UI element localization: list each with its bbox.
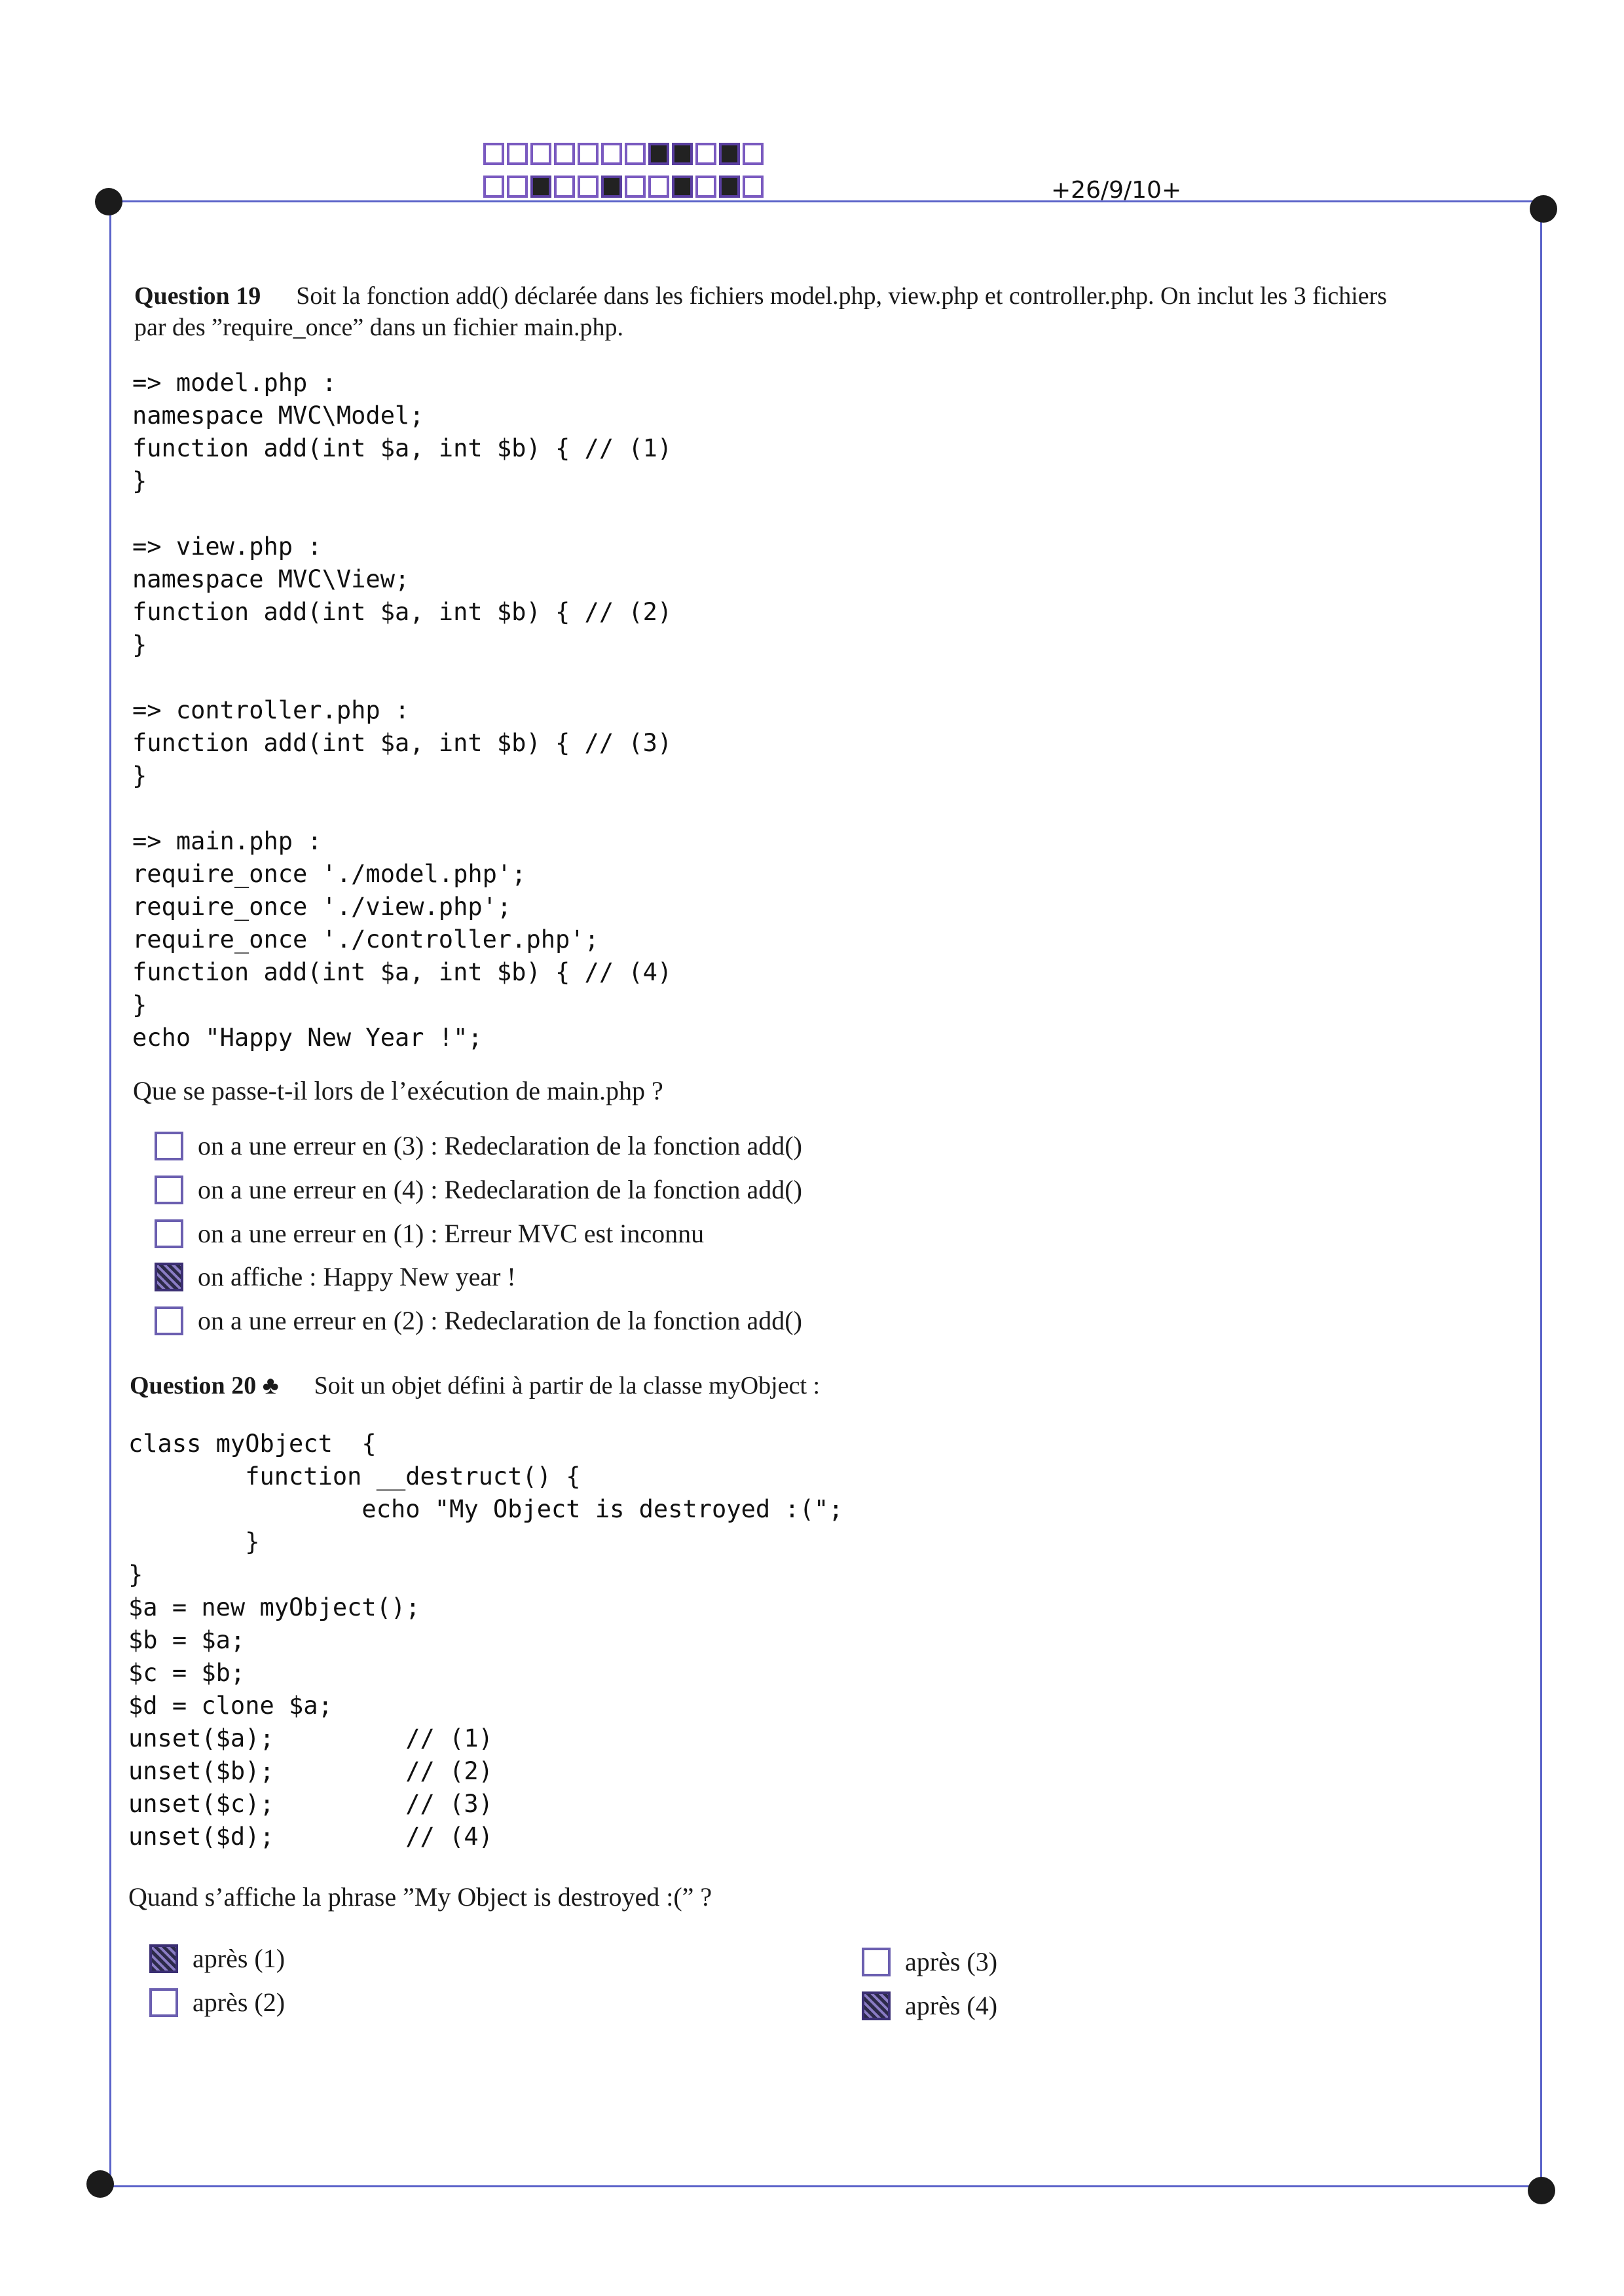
barcode-cell [695,176,716,198]
question-19-choice-2[interactable] [155,1174,802,1205]
choice-label: on a une erreur en (2) : Redeclaration de la fonction add() [198,1306,802,1335]
checkbox[interactable] [862,1991,891,2020]
question-20-code: class myObject { function __destruct() { echo "My Object is destroyed :("; } } $a = new myObject(); $b = $a; $c = $b; $d = clone $a; unset($a); // (1) unset($b); // (2) unset($c); // (3) unset($d); // (4) [128,1430,843,1851]
question-20-number: Question 20 ♣ [130,1372,279,1399]
barcode-cell [672,143,693,165]
barcode-cell [483,143,504,165]
barcode-cell [648,176,669,198]
barcode-cell [625,176,646,198]
barcode-cell [719,143,740,165]
question-20-choice-2[interactable] [149,1987,285,2018]
question-19-prompt: Que se passe-t-il lors de l’exécution de main.php ? [133,1076,663,1105]
checkbox[interactable] [149,1988,178,2017]
barcode-cell [530,176,551,198]
choice-label: après (1) [193,1944,286,1973]
choice-label: après (3) [905,1947,998,1976]
checkbox[interactable] [155,1263,183,1291]
question-20-text: Soit un objet défini à partir de la classe myObject : [314,1372,821,1399]
frame-top-line [111,200,1539,202]
question-19-header [134,280,1542,343]
barcode-cell [719,176,740,198]
question-20-choice-1[interactable] [149,1943,285,1974]
corner-mark-top-left [95,188,122,215]
barcode-cell [743,176,764,198]
question-20-choice-4[interactable] [862,1990,997,2021]
barcode-cell [578,176,599,198]
question-19-choice-4[interactable] [155,1261,516,1292]
question-19-text-line-1: Soit la fonction add() déclarée dans les fichiers model.php, view.php et controller.php. On inclut les 3 fichiers [296,282,1388,310]
barcode-cell [743,143,764,165]
question-19-choice-3[interactable] [155,1218,704,1249]
barcode-cell [554,143,575,165]
corner-mark-top-right [1530,195,1557,223]
corner-mark-bottom-right [1528,2177,1555,2204]
barcode-cell [530,143,551,165]
question-19-code: => model.php : namespace MVC\Model; function add(int $a, int $b) { // (1) } => view.php : namespace MVC\View; function add(int $a, int $b) { // (2) } => controller.php : function add(int $a, int $b) { // (3) } => main.php : require_once './model.php'; require_once './view.php'; require_once './controller.php'; function add(int $a, int $b) { // (4) } echo "Happy New Year !"; [132,369,673,1052]
barcode-cell [507,176,528,198]
checkbox[interactable] [862,1948,891,1976]
choice-label: on a une erreur en (3) : Redeclaration de la fonction add() [198,1131,802,1160]
frame-right-line [1540,200,1542,2187]
checkbox[interactable] [155,1219,183,1248]
corner-mark-bottom-left [86,2170,114,2198]
barcode-cell [507,143,528,165]
question-20-prompt: Quand s’affiche la phrase ”My Object is destroyed :(” ? [128,1882,712,1912]
frame-bottom-line [101,2185,1542,2187]
barcode-row-2 [483,176,764,198]
barcode-cell [578,143,599,165]
barcode-cell [483,176,504,198]
barcode-cell [554,176,575,198]
choice-label: on a une erreur en (4) : Redeclaration de la fonction add() [198,1175,802,1204]
choice-label: on affiche : Happy New year ! [198,1262,516,1291]
checkbox[interactable] [155,1306,183,1335]
barcode-cell [625,143,646,165]
checkbox[interactable] [155,1176,183,1204]
question-19-choice-1[interactable] [155,1130,802,1161]
question-19-choice-5[interactable] [155,1305,802,1336]
barcode-row-1 [483,143,764,165]
barcode-cell [672,176,693,198]
frame-left-line [109,200,111,2187]
choice-label: après (2) [193,1988,286,2017]
choice-label: on a une erreur en (1) : Erreur MVC est inconnu [198,1219,705,1248]
barcode-cell [695,143,716,165]
question-19-number: Question 19 [134,282,261,310]
checkbox[interactable] [155,1132,183,1160]
choice-label: après (4) [905,1991,998,2020]
barcode-cell [601,143,622,165]
question-19-text-line-2: par des ”require_once” dans un fichier main.php. [134,314,624,341]
barcode-cell [601,176,622,198]
page-id: +26/9/10+ [1051,177,1182,204]
question-20-choice-3[interactable] [862,1946,997,1977]
checkbox[interactable] [149,1944,178,1973]
barcode-cell [648,143,669,165]
question-20-header [130,1370,1538,1401]
